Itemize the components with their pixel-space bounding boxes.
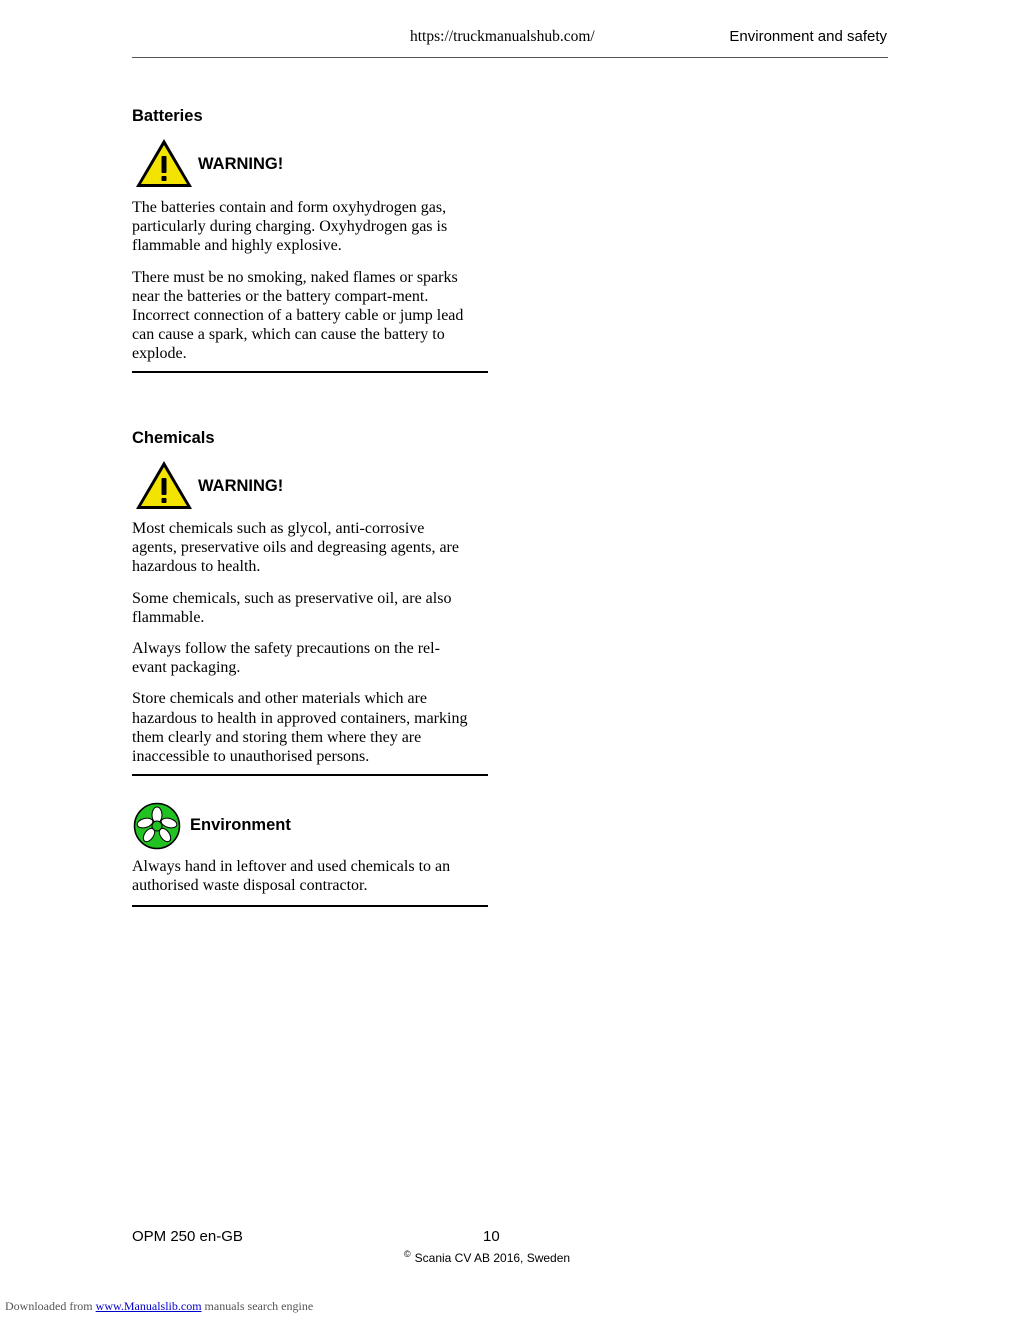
header-section-title: Environment and safety	[729, 28, 887, 45]
warning-triangle-icon	[134, 459, 194, 516]
chemicals-heading: Chemicals	[132, 429, 215, 447]
batteries-paragraph-2: There must be no smoking, naked flames or sparks near the batteries or the battery compart-ment. Incorrect connection of a battery cable or jump lead can cause a spark, which can cause the battery to explode.	[132, 268, 464, 363]
chemicals-paragraph-4: Store chemicals and other materials which are hazardous to health in approved containers, marking them clearly and storing them where they are inaccessible to unauthorised persons.	[132, 690, 468, 766]
chemicals-text	[132, 519, 472, 778]
manualslib-link[interactable]: www.Manualslib.com	[95, 1299, 202, 1313]
copyright-text: Scania CV AB 2016, Sweden	[414, 1251, 571, 1265]
copyright-symbol: ©	[404, 1249, 411, 1259]
download-prefix: Downloaded from	[5, 1299, 93, 1313]
chemicals-warning-label: WARNING!	[198, 477, 284, 495]
download-suffix: manuals search engine	[204, 1299, 314, 1313]
batteries-section-divider	[132, 371, 488, 373]
environment-section-divider	[132, 905, 488, 907]
header-divider	[132, 57, 888, 58]
environment-paragraph: Always hand in leftover and used chemicals to an authorised waste disposal contractor.	[132, 858, 451, 895]
batteries-paragraph-1: The batteries contain and form oxyhydrogen gas, particularly during charging. Oxyhydrogen gas is flammable and highly explosive.	[132, 199, 448, 255]
footer-page-number: 10	[483, 1228, 500, 1245]
environment-label: Environment	[190, 816, 291, 834]
batteries-heading: Batteries	[132, 107, 203, 125]
batteries-text	[132, 198, 472, 376]
footer-copyright	[404, 1249, 570, 1265]
batteries-warning-label: WARNING!	[198, 155, 284, 173]
chemicals-paragraph-3: Always follow the safety precautions on the rel-evant packaging.	[132, 640, 440, 677]
header-url: https://truckmanualshub.com/	[410, 28, 595, 45]
environment-flower-icon	[133, 802, 181, 855]
chemicals-section-divider	[132, 774, 488, 776]
download-source-line	[5, 1299, 313, 1314]
footer-document-code: OPM 250 en-GB	[132, 1228, 243, 1245]
chemicals-paragraph-2: Some chemicals, such as preservative oil, are also flammable.	[132, 589, 452, 626]
chemicals-paragraph-1: Most chemicals such as glycol, anti-corrosive agents, preservative oils and degreasing agents, are hazardous to health.	[132, 520, 459, 576]
environment-text	[132, 857, 472, 907]
warning-triangle-icon	[134, 137, 194, 194]
